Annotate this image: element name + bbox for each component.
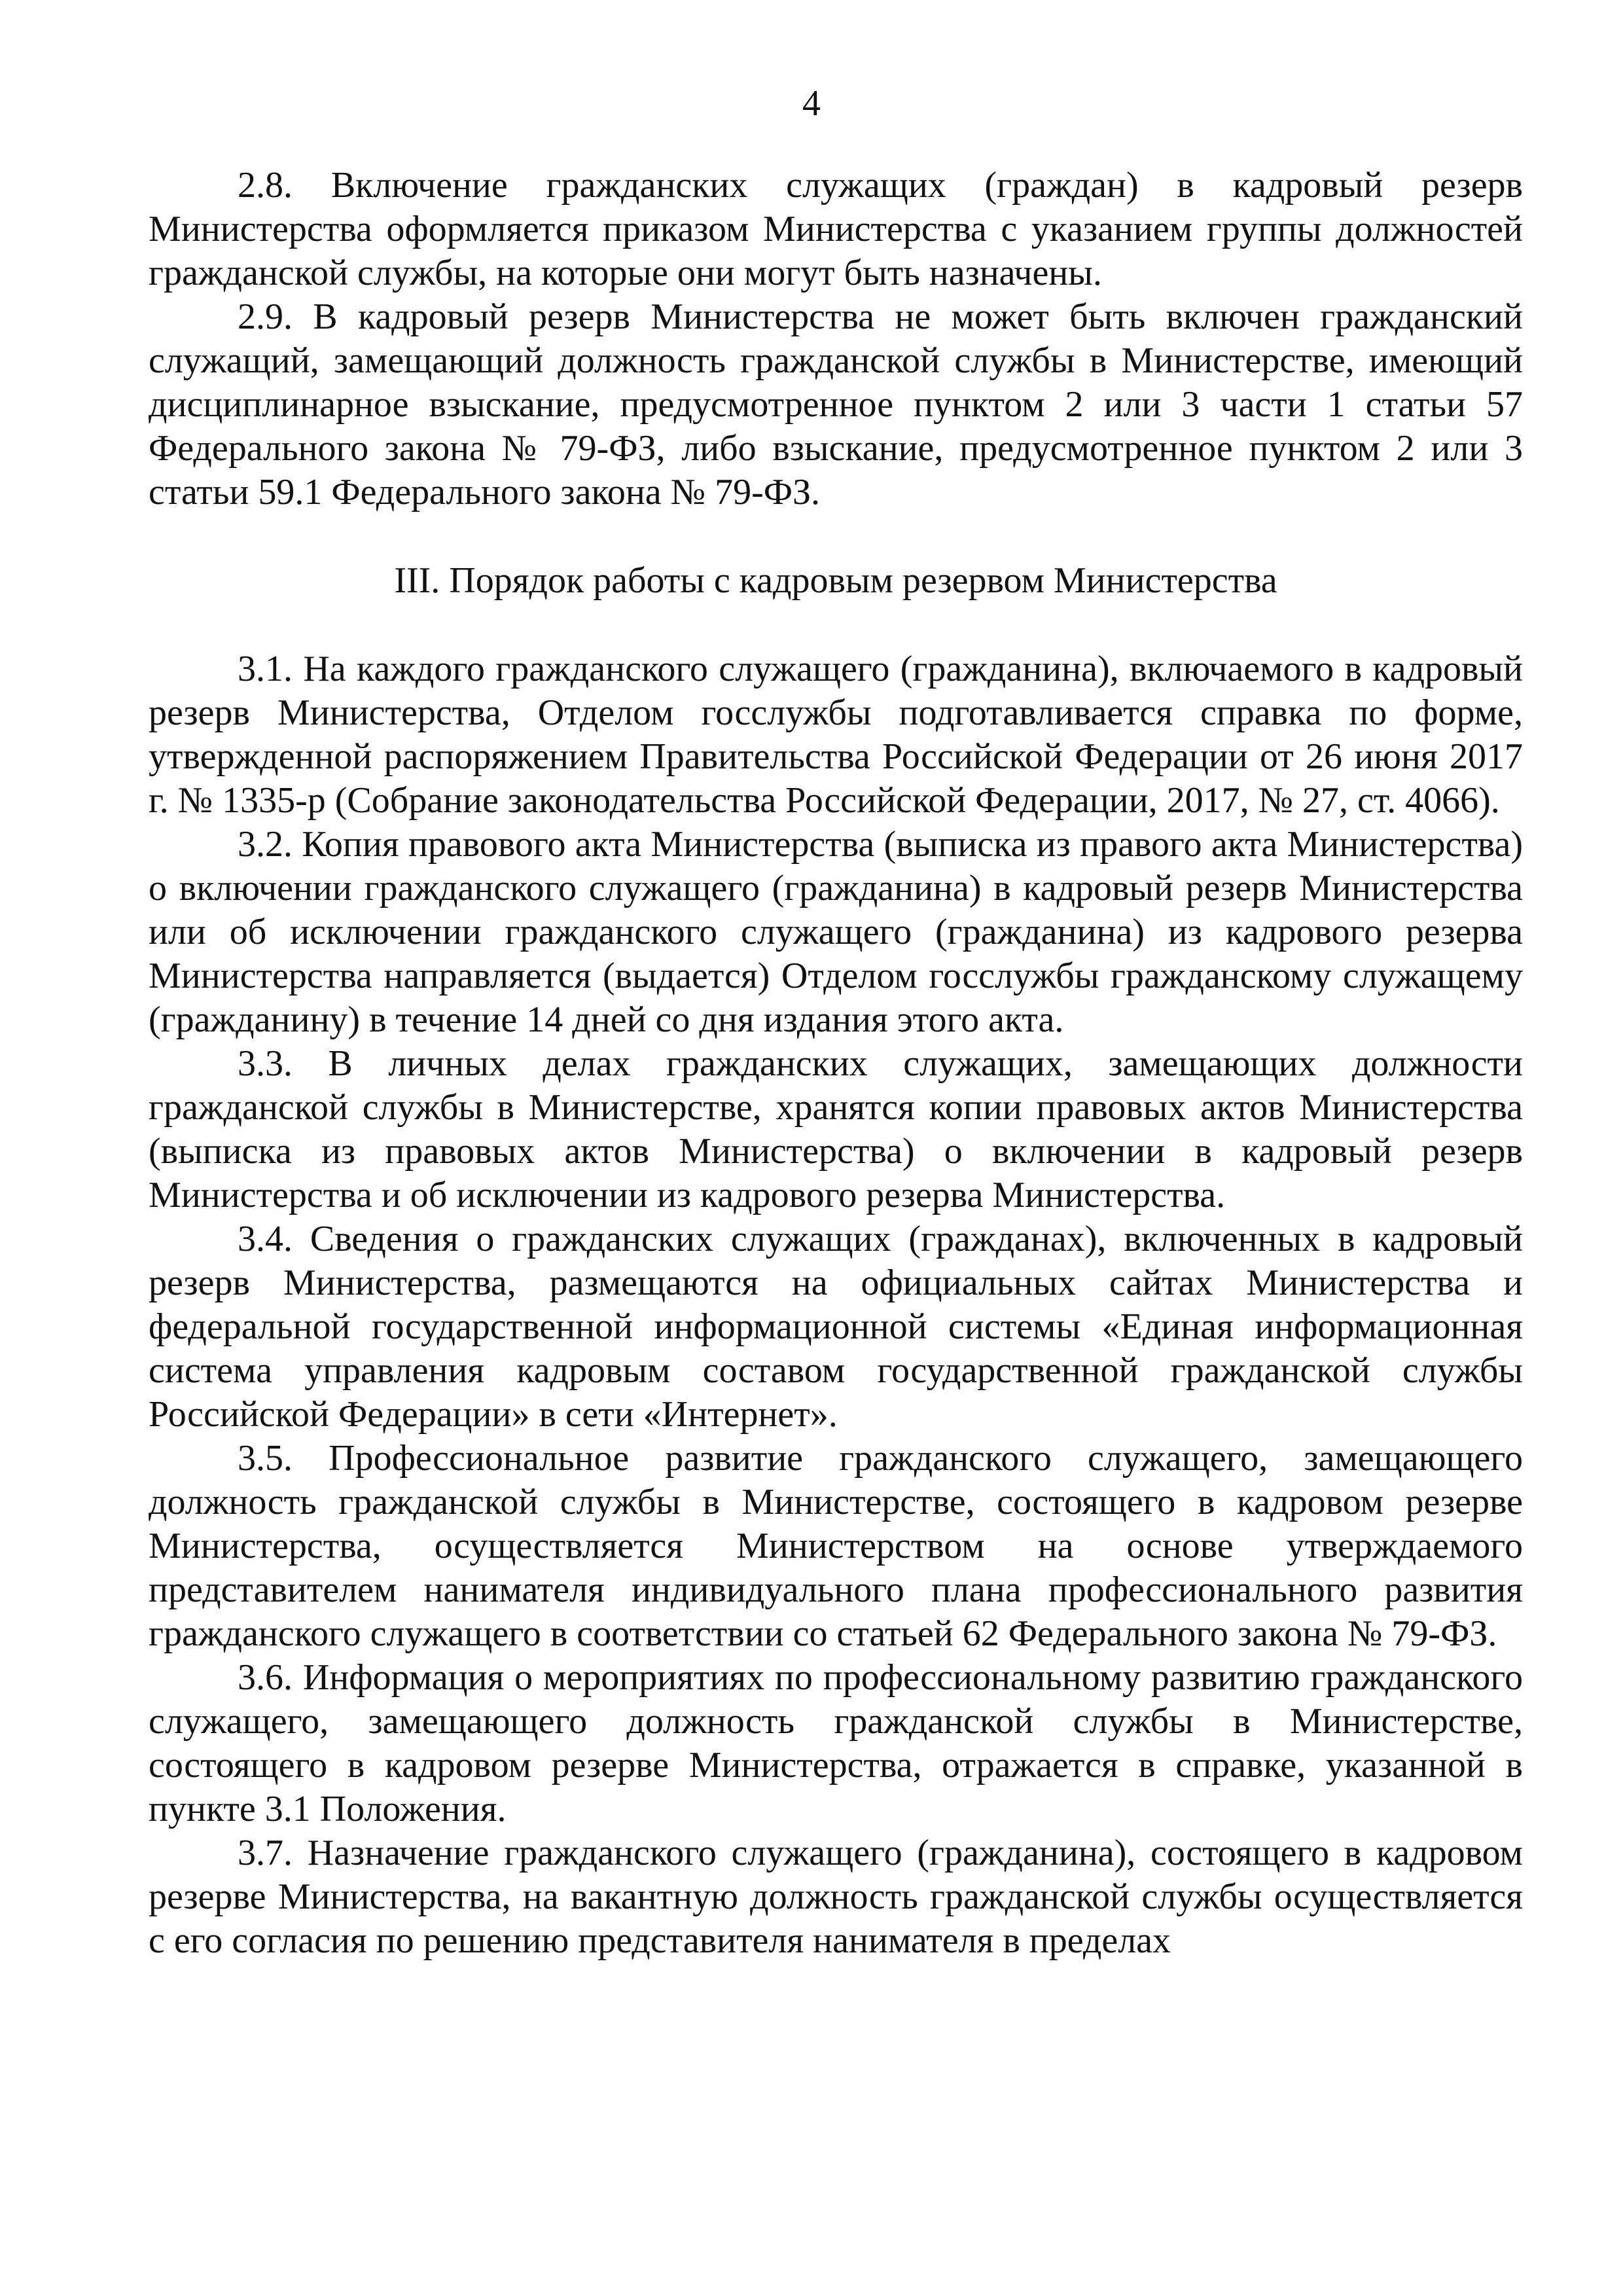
paragraph-3-2: 3.2. Копия правового акта Министерства (выписка из правого акта Министерства) о включении гражданского служащего (гражданина) в кадровый резерв Министерства или об исключении гражданского служащего (гражданина) из кадрового резерва Министерства направляется (выдается) Отделом госслужбы гражданскому служащему (гражданину) в течение 14 дней со дня издания этого акта. [149,824,1523,1040]
paragraph-2-8: 2.8. Включение гражданских служащих (граждан) в кадровый резерв Министерства оформляется приказом Министерства с указанием группы должностей гражданской службы, на которые они могут быть назначены. [149,165,1523,293]
paragraph-3-4: 3.4. Сведения о гражданских служащих (гражданах), включенных в кадровый резерв Министерства, размещаются на официальных сайтах Министерства и федеральной государственной информационной системы «Единая информационная система управления кадровым составом государственной гражданской службы Российской Федерации» в сети «Интернет». [149,1219,1523,1435]
page-number: 4 [802,83,821,124]
document-body [149,164,1523,1963]
paragraph-3-7: 3.7. Назначение гражданского служащего (гражданина), состоящего в кадровом резерве Министерства, на вакантную должность гражданской службы осуществляется с его согласия по решению представителя нанимателя в пределах [149,1833,1523,1961]
paragraph-3-1: 3.1. На каждого гражданского служащего (гражданина), включаемого в кадровый резерв Министерства, Отделом госслужбы подготавливается справка по форме, утвержденной распоряжением Правительства Российской Федерации от 26 июня 2017 г. № 1335-р (Собрание законодательства Российской Федерации, 2017, № 27, ст. 4066). [149,649,1523,821]
paragraph-3-5: 3.5. Профессиональное развитие гражданского служащего, замещающего должность гражданской службы в Министерстве, состоящего в кадровом резерве Министерства, осуществляется Министерством на основе утверждаемого представителем нанимателя индивидуального плана профессионального развития гражданского служащего в соответствии со статьей 62 Федерального закона № 79-ФЗ. [149,1438,1523,1654]
paragraph-2-9: 2.9. В кадровый резерв Министерства не может быть включен гражданский служащий, замещающий должность гражданской службы в Министерстве, имеющий дисциплинарное взыскание, предусмотренное пунктом 2 или 3 части 1 статьи 57 Федерального закона № 79-ФЗ, либо взыскание, предусмотренное пунктом 2 или 3 статьи 59.1 Федерального закона № 79-ФЗ. [149,296,1523,512]
paragraph-3-6: 3.6. Информация о мероприятиях по профессиональному развитию гражданского служащего, замещающего должность гражданской службы в Министерстве, состоящего в кадровом резерве Министерства, отражается в справке, указанной в пункте 3.1 Положения. [149,1657,1523,1829]
section-heading: III. Порядок работы с кадровым резервом Министерства [394,560,1277,601]
paragraph-3-3: 3.3. В личных делах гражданских служащих, замещающих должности гражданской службы в Министерстве, хранятся копии правовых актов Министерства (выписка из правовых актов Министерства) о включении в кадровый резерв Министерства и об исключении из кадрового резерва Министерства. [149,1043,1523,1215]
